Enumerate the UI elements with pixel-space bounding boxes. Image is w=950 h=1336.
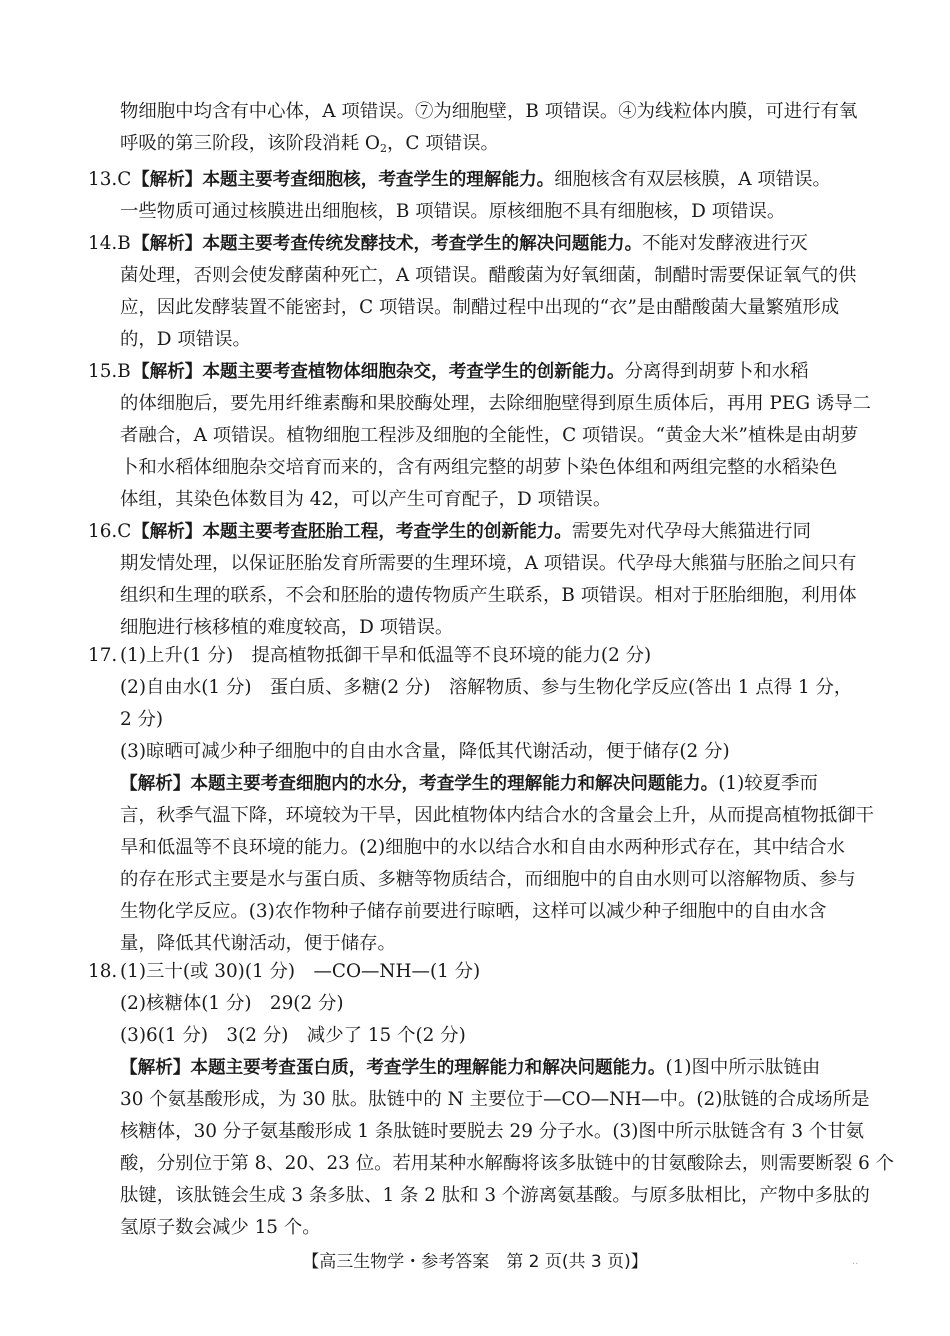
q13-number: 13.C xyxy=(88,169,132,190)
q18-focus: 本题主要考查蛋白质，考查学生的理解能力和解决问题能力。 xyxy=(190,1058,666,1078)
q15-line-2: 的体细胞后，要先用纤维素酶和果胶酶处理，去除细胞壁得到原生质体后，再用 PEG 诱导二 xyxy=(120,393,872,414)
q15-line-5: 体组，其染色体数目为 42，可以产生可育配子，D 项错误。 xyxy=(120,489,612,510)
q18-explain-2: 30 个氨基酸形成，为 30 肽。肽链中的 N 主要位于—CO—NH—中。(2)肽链的合成场所是 xyxy=(120,1089,870,1110)
q15-head xyxy=(88,356,809,388)
q17-explain-2: 言，秋季气温下降，环境较为干旱，因此植物体内结合水的含量会上升，从而提高植物抵御干 xyxy=(120,805,875,826)
q16-line-2: 期发情处理，以保证胚胎发育所需要的生理环境，A 项错误。代孕母大熊猫与胚胎之间只有 xyxy=(120,553,857,574)
q17-explain-4: 的存在形式主要是水与蛋白质、多糖等物质结合，而细胞中的自由水则可以溶解物质、参与 xyxy=(120,869,856,890)
q17-focus: 本题主要考查细胞内的水分，考查学生的理解能力和解决问题能力。 xyxy=(190,774,719,794)
page-footer: 【高三生物学・参考答案 第 2 页(共 3 页)】 xyxy=(302,1252,648,1272)
q17-explain-6: 量，降低其代谢活动，便于储存。 xyxy=(120,933,396,954)
q17-explain-3: 旱和低温等不良环境的能力。(2)细胞中的水以结合水和自由水两种形式存在，其中结合水 xyxy=(120,837,845,858)
corner-mark: .. xyxy=(852,1256,859,1267)
analysis-tag: 【解析】 xyxy=(120,1058,191,1078)
q13-line-2: 一些物质可通过核膜进出细胞核，B 项错误。原核细胞不具有细胞核，D 项错误。 xyxy=(120,201,786,222)
q17-answer-1: (1)上升(1 分) 提高植物抵御干旱和低温等不良环境的能力(2 分) xyxy=(120,645,652,666)
q17-explain-text: (1)较夏季而 xyxy=(718,773,818,794)
q18-explain-1 xyxy=(120,1052,820,1084)
q12-line-2b: ，C 项错误。 xyxy=(387,133,499,154)
q12-line-1: 物细胞中均含有中心体，A 项错误。⑦为细胞壁，B 项错误。④为线粒体内膜，可进行有氧 xyxy=(120,101,858,122)
q18-explain-text: (1)图中所示肽链由 xyxy=(665,1057,821,1078)
q18-answer-2: (2)核糖体(1 分) 29(2 分) xyxy=(120,993,344,1014)
q18-head xyxy=(88,956,480,988)
q15-line-4: 卜和水稻体细胞杂交培育而来的，含有两组完整的胡萝卜染色体组和两组完整的水稻染色 xyxy=(120,457,838,478)
q14-text-1: 不能对发酵液进行灭 xyxy=(642,233,808,254)
q18-explain-4: 酸，分别位于第 8、20、23 位。若用某种水解酶将该多肽链中的甘氨酸除去，则需要断裂 6 个 xyxy=(120,1153,895,1174)
o2-subscript: 2 xyxy=(380,142,388,155)
q14-line-2: 菌处理，否则会使发酵菌种死亡，A 项错误。醋酸菌为好氧细菌，制醋时需要保证氧气的供 xyxy=(120,265,857,286)
q14-number: 14.B xyxy=(88,233,131,254)
q15-focus: 本题主要考查植物体细胞杂交，考查学生的创新能力。 xyxy=(202,362,625,382)
q17-answer-3: (3)晾晒可减少种子细胞中的自由水含量，降低其代谢活动，便于储存(2 分) xyxy=(120,741,730,762)
q17-explain-5: 生物化学反应。(3)农作物种子储存前要进行晾晒，这样可以减少种子细胞中的自由水含 xyxy=(120,901,827,922)
q15-number: 15.B xyxy=(88,361,131,382)
q17-number: 17. xyxy=(88,645,118,666)
q13-focus: 本题主要考查细胞核，考查学生的理解能力。 xyxy=(202,170,555,190)
q18-number: 18. xyxy=(88,961,118,982)
q16-head xyxy=(88,516,811,548)
q18-explain-3: 核糖体，30 分子氨基酸形成 1 条肽链时要脱去 29 分子水。(3)图中所示肽链含有 3 个甘氨 xyxy=(120,1121,865,1142)
q17-answer-2: (2)自由水(1 分) 蛋白质、多糖(2 分) 溶解物质、参与生物化学反应(答出 1 点得 1 分， xyxy=(120,677,853,698)
q14-line-3: 应，因此发酵装置不能密封，C 项错误。制醋过程中出现的“衣”是由醋酸菌大量繁殖形成 xyxy=(120,297,840,318)
q13-head xyxy=(88,164,831,196)
q17-explain-1 xyxy=(120,768,818,800)
q14-head xyxy=(88,228,808,260)
q16-number: 16.C xyxy=(88,521,132,542)
analysis-tag: 【解析】 xyxy=(132,170,203,190)
q18-answer-3: (3)6(1 分) 3(2 分) 减少了 15 个(2 分) xyxy=(120,1025,466,1046)
analysis-tag: 【解析】 xyxy=(120,774,191,794)
q18-explain-5: 肽键，该肽链会生成 3 条多肽、1 条 2 肽和 3 个游离氨基酸。与原多肽相比，产物中多肽的 xyxy=(120,1185,870,1206)
analysis-tag: 【解析】 xyxy=(132,362,203,382)
q14-line-4: 的，D 项错误。 xyxy=(120,329,251,350)
q15-text-1: 分离得到胡萝卜和水稻 xyxy=(624,361,809,382)
analysis-tag: 【解析】 xyxy=(132,234,203,254)
q18-answer-1: (1)三十(或 30)(1 分) —CO—NH—(1 分) xyxy=(120,961,481,982)
q12-line-2 xyxy=(120,128,499,160)
q16-line-3: 组织和生理的联系，不会和胚胎的遗传物质产生联系，B 项错误。相对于胚胎细胞，利用体 xyxy=(120,585,857,606)
q17-head xyxy=(88,640,651,672)
q15-line-3: 者融合，A 项错误。植物细胞工程涉及细胞的全能性，C 项错误。“黄金大米”植株是由胡萝 xyxy=(120,425,859,446)
q17-answer-2b: 2 分) xyxy=(120,709,164,730)
analysis-tag: 【解析】 xyxy=(132,522,203,542)
q16-line-4: 细胞进行核移植的难度较高，D 项错误。 xyxy=(120,617,454,638)
q12-line-2a: 呼吸的第三阶段，该阶段消耗 O xyxy=(120,133,381,154)
q14-focus: 本题主要考查传统发酵技术，考查学生的解决问题能力。 xyxy=(202,234,643,254)
q16-focus: 本题主要考查胚胎工程，考查学生的创新能力。 xyxy=(202,522,572,542)
q16-text-1: 需要先对代孕母大熊猫进行同 xyxy=(571,521,811,542)
q13-text-1: 细胞核含有双层核膜，A 项错误。 xyxy=(554,169,831,190)
q18-explain-6: 氢原子数会减少 15 个。 xyxy=(120,1217,321,1238)
